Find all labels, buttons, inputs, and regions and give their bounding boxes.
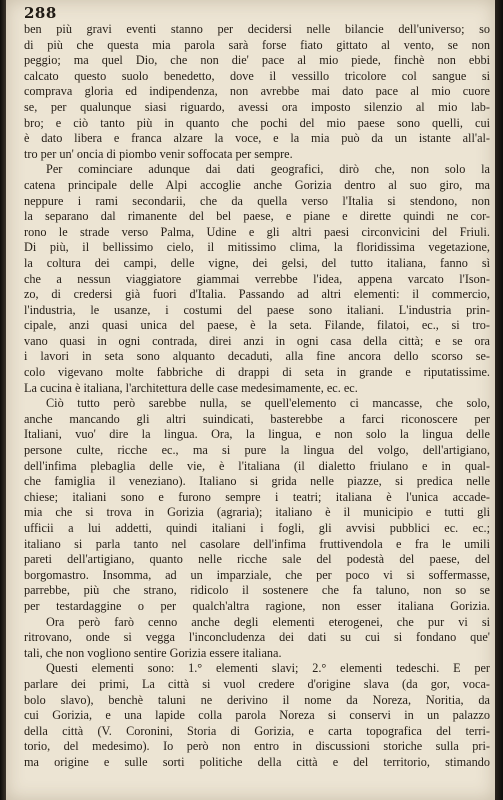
text-line: catena principale delle Alpi accoglie anche Gorizia dentro al suo giro, ma [24, 177, 490, 192]
text-line: pareti dell'artigiano, quanto nelle ricche sale del podestà del paese, del [24, 552, 490, 567]
text-line: torio, del medesimo). Io però non entro in discussioni storiche sulla pri- [24, 739, 490, 754]
text-line: cipale, anzi quasi unica del paese, è la seta. Filande, filatoi, ec., si tro- [24, 318, 490, 333]
text-line: borgomastro. Insomma, ad un imparziale, che per poco vi si soffermasse, [24, 567, 490, 582]
text-line: i lavori in seta sono alquanto decaduti, alla fine ancora dello scorso se- [24, 349, 490, 364]
text-line: parrebbe, più che strano, ridicolo il sostenere che fa taluno, non so se [24, 583, 490, 598]
text-line: cui Gorizia, e una lapide colla parola Noreza si conservi in un palazzo [24, 708, 490, 723]
text-line: che a nessun viaggiatore giammai verrebbe l'idea, appena varcato l'Ison- [24, 271, 490, 286]
text-line: bolo slavo), benchè taluni ne derivino il nome da Noreza, Noritia, da [24, 692, 490, 707]
text-line: vano quasi in ogni contrada, direi anzi in ogni casa della città; e se ora [24, 333, 490, 348]
book-edge-right [495, 0, 503, 800]
text-line: è dato libera e franca alzare la voce, e la mia può da un istante all'al- [24, 131, 490, 146]
text-line: Ciò tutto però sarebbe nulla, se quell'elemento ci mancasse, che solo, [46, 396, 490, 411]
text-line: zo, di credersi già fuori d'Italia. Passando ad altri elementi: il commercio, [24, 287, 490, 302]
text-line: la coltura dei campi, delle vigne, dei gelsi, del tutto italiana, fanno sì [24, 255, 490, 270]
text-line: comprava gloria ed indipendenza, non avrebbe mai dato pace al mio cuore [24, 84, 490, 99]
text-line: Italiani, vuo' dire la lingua. Ora, la lingua, e non solo la lingua delle [24, 427, 490, 442]
text-line: dell'infima plebaglia delle vie, è l'italiana (il dialetto friulano e in qual- [24, 458, 490, 473]
text-line: che famiglia il veneziano). Italiano si grida nelle piazze, si predica nelle [24, 474, 490, 489]
text-line: ufficii a lui addetti, quindi italiani i fogli, gli avvisi pubblici ec. ec.; [24, 521, 490, 535]
text-line: Per cominciare adunque dai dati geografici, dirò che, non solo la [46, 162, 490, 177]
text-line: bro; e ciò tanto più in quanto che pochi del mio paese sono quelli, cui [24, 115, 490, 130]
page-number: 288 [24, 4, 57, 22]
text-line: la separano dal rimanente del bel paese, e piane e dirette quindi ne cor- [24, 209, 490, 224]
text-line: se, per qualunque siasi riguardo, avessi ora imposto silenzio al mio lab- [24, 99, 490, 114]
text-line: mia che si trova in Gorizia (agraria); italiano è il municipio e tutti gli [24, 505, 490, 520]
text-line: Questi elementi sono: 1.° elementi slavi; 2.° elementi tedeschi. E per [46, 661, 490, 676]
text-line: parlare dei primi, La città si vuol credere d'origine slava (da gor, voca- [24, 676, 490, 691]
text-line: colo vigevano molte fabbriche di drappi di seta in grande e riputatissime. [24, 365, 490, 380]
text-line: calcato questo suolo benedetto, dove il vessillo tricolore col sangue si [24, 68, 490, 83]
text-line: anche mancando gli altri suindicati, basterebbe a farci riconoscere per [24, 411, 490, 426]
text-line: di più che questa mia parola sarà forse fiato gittato al vento, se non [24, 37, 490, 52]
text-line: Di più, il bellissimo cielo, il mitissimo clima, la floridissima vegetazione, [24, 240, 490, 255]
text-line: della città (V. Coronini, Storia di Gorizia, e carta topografica del terri- [24, 723, 490, 738]
text-line: ben più gravi eventi stanno per decidersi nelle bilancie dell'universo; so [24, 22, 490, 36]
text-line: Ora però farò cenno anche degli elementi eterogenei, che pur vi si [46, 614, 490, 629]
text-line: ma origine e sulle sorti politiche della città e del territorio, stimando [24, 754, 490, 769]
text-line: tro per un' oncia di piombo venir soffocata per sempre. [24, 146, 293, 161]
text-line: l'industria, le usanze, i costumi del paese sono italiani. L'industria prin- [24, 302, 490, 317]
text-line: rono le strade verso Palma, Udine e gli altri paesi circonvicini del Friuli. [24, 224, 490, 239]
text-line: chiese; italiani sono e furono sempre i teatri; italiana è l'unica accade- [24, 489, 490, 504]
body-text [24, 22, 490, 771]
book-page [6, 0, 495, 800]
text-line: italiano si parla tanto nel casolare dell'infima fruttivendola e fra le umili [24, 536, 490, 551]
text-line: La cucina è italiana, l'architettura delle case medesimamente, ec. ec. [24, 380, 358, 395]
text-line: ritrovano, onde si vegga l'inconcludenza dei dati su cui si fondano que' [24, 630, 490, 645]
text-line: per testardaggine o per qualch'altra ragione, non esser italiana Gorizia. [24, 598, 490, 613]
text-line: peggio; ma quel Dio, che non die' pace al mio piede, finchè non ebbi [24, 53, 490, 68]
text-line: persone culte, ricche ec., ma si pure la lingua del volgo, dell'artigiano, [24, 443, 490, 458]
text-line: tali, che non vogliono sentire Gorizia essere italiana. [24, 645, 282, 660]
text-line: neppure i rami secondarii, che da quella verso l'Italia si stendono, non [24, 193, 490, 208]
